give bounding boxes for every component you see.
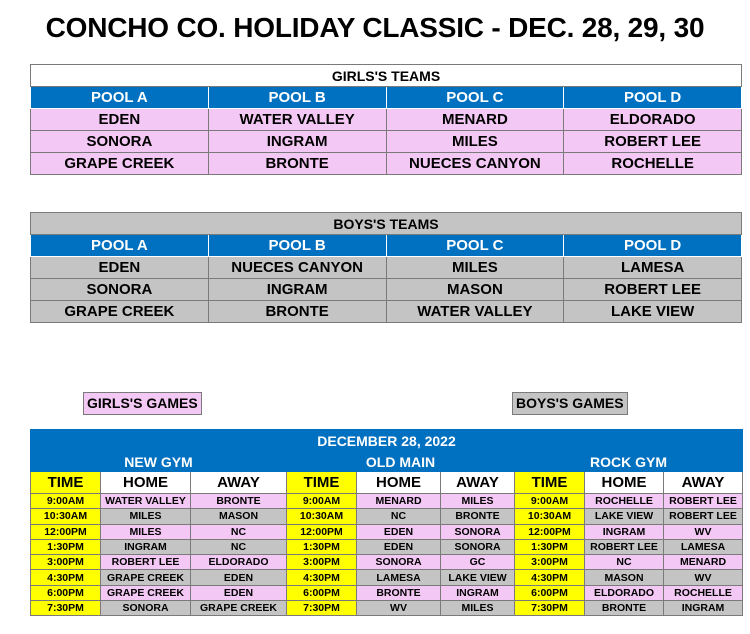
schedule-row [31, 585, 743, 600]
game-away-team: ROBERT LEE [664, 494, 743, 509]
time-column-header: TIME [515, 472, 585, 494]
gym-header-new-gym: NEW GYM [31, 452, 287, 472]
schedule-row [31, 570, 743, 585]
game-home-team: MILES [101, 524, 191, 539]
boys-team-cell: INGRAM [208, 279, 386, 301]
schedule-row [31, 601, 743, 616]
game-time: 10:30AM [31, 509, 101, 524]
game-away-team: MILES [441, 494, 515, 509]
game-time: 4:30PM [515, 570, 585, 585]
game-away-team: NC [191, 524, 287, 539]
boys-team-cell: MILES [386, 257, 564, 279]
girls-teams-table [30, 64, 742, 175]
game-home-team: MILES [101, 509, 191, 524]
game-away-team: ROCHELLE [664, 585, 743, 600]
girls-team-cell: NUECES CANYON [386, 153, 564, 175]
girls-team-cell: MENARD [386, 109, 564, 131]
game-away-team: WV [664, 570, 743, 585]
game-home-team: GRAPE CREEK [101, 585, 191, 600]
girls-pool-header: POOL C [386, 87, 564, 109]
schedule-table [30, 429, 743, 616]
game-away-team: INGRAM [441, 585, 515, 600]
boys-team-cell: LAKE VIEW [564, 301, 742, 323]
schedule-row [31, 555, 743, 570]
page-title: CONCHO CO. HOLIDAY CLASSIC - DEC. 28, 29, 30 [45, 12, 705, 43]
boys-pool-header: POOL C [386, 235, 564, 257]
game-time: 12:00PM [515, 524, 585, 539]
game-away-team: SONORA [441, 539, 515, 554]
schedule-date: DECEMBER 28, 2022 [31, 430, 743, 452]
game-home-team: BRONTE [357, 585, 441, 600]
girls-team-cell: WATER VALLEY [208, 109, 386, 131]
game-home-team: MASON [585, 570, 664, 585]
girls-team-cell: SONORA [31, 131, 209, 153]
girls-games-legend: GIRLS'S GAMES [83, 392, 202, 415]
game-home-team: NC [357, 509, 441, 524]
game-away-team: WV [664, 524, 743, 539]
girls-team-cell: ROBERT LEE [564, 131, 742, 153]
girls-team-cell: ROCHELLE [564, 153, 742, 175]
boys-team-cell: LAMESA [564, 257, 742, 279]
game-home-team: LAMESA [357, 570, 441, 585]
game-away-team: BRONTE [441, 509, 515, 524]
boys-teams-table [30, 212, 742, 323]
game-home-team: GRAPE CREEK [101, 570, 191, 585]
game-away-team: EDEN [191, 570, 287, 585]
game-away-team: ELDORADO [191, 555, 287, 570]
boys-pool-header: POOL A [31, 235, 209, 257]
game-home-team: NC [585, 555, 664, 570]
schedule-row [31, 539, 743, 554]
game-time: 1:30PM [31, 539, 101, 554]
girls-teams-caption: GIRLS'S TEAMS [31, 65, 742, 87]
game-home-team: BRONTE [585, 601, 664, 616]
game-time: 1:30PM [515, 539, 585, 554]
game-away-team: MASON [191, 509, 287, 524]
game-away-team: EDEN [191, 585, 287, 600]
game-home-team: MENARD [357, 494, 441, 509]
game-home-team: LAKE VIEW [585, 509, 664, 524]
game-time: 12:00PM [287, 524, 357, 539]
game-home-team: WATER VALLEY [101, 494, 191, 509]
girls-team-cell: BRONTE [208, 153, 386, 175]
away-column-header: AWAY [664, 472, 743, 494]
game-away-team: NC [191, 539, 287, 554]
game-time: 3:00PM [31, 555, 101, 570]
schedule-row [31, 494, 743, 509]
game-time: 6:00PM [515, 585, 585, 600]
game-home-team: SONORA [101, 601, 191, 616]
game-time: 9:00AM [515, 494, 585, 509]
game-away-team: LAKE VIEW [441, 570, 515, 585]
game-time: 7:30PM [287, 601, 357, 616]
girls-team-cell: EDEN [31, 109, 209, 131]
boys-team-cell: SONORA [31, 279, 209, 301]
game-away-team: INGRAM [664, 601, 743, 616]
game-home-team: INGRAM [585, 524, 664, 539]
game-time: 6:00PM [287, 585, 357, 600]
boys-team-cell: ROBERT LEE [564, 279, 742, 301]
girls-team-cell: INGRAM [208, 131, 386, 153]
game-home-team: ROBERT LEE [585, 539, 664, 554]
game-home-team: ELDORADO [585, 585, 664, 600]
game-time: 9:00AM [31, 494, 101, 509]
schedule-row [31, 509, 743, 524]
boys-teams-caption: BOYS'S TEAMS [31, 213, 742, 235]
boys-team-cell: WATER VALLEY [386, 301, 564, 323]
boys-games-legend: BOYS'S GAMES [512, 392, 628, 415]
girls-pool-header: POOL D [564, 87, 742, 109]
game-time: 7:30PM [31, 601, 101, 616]
boys-team-cell: NUECES CANYON [208, 257, 386, 279]
schedule-row [31, 524, 743, 539]
home-column-header: HOME [357, 472, 441, 494]
girls-pool-header: POOL B [208, 87, 386, 109]
time-column-header: TIME [31, 472, 101, 494]
game-away-team: LAMESA [664, 539, 743, 554]
time-column-header: TIME [287, 472, 357, 494]
away-column-header: AWAY [191, 472, 287, 494]
game-home-team: EDEN [357, 524, 441, 539]
game-away-team: MILES [441, 601, 515, 616]
game-time: 4:30PM [31, 570, 101, 585]
girls-team-cell: MILES [386, 131, 564, 153]
home-column-header: HOME [101, 472, 191, 494]
game-time: 3:00PM [287, 555, 357, 570]
game-time: 6:00PM [31, 585, 101, 600]
game-away-team: GRAPE CREEK [191, 601, 287, 616]
game-home-team: SONORA [357, 555, 441, 570]
game-home-team: INGRAM [101, 539, 191, 554]
game-home-team: ROBERT LEE [101, 555, 191, 570]
game-time: 10:30AM [515, 509, 585, 524]
game-away-team: ROBERT LEE [664, 509, 743, 524]
boys-pool-header: POOL B [208, 235, 386, 257]
boys-team-cell: GRAPE CREEK [31, 301, 209, 323]
game-time: 4:30PM [287, 570, 357, 585]
game-away-team: BRONTE [191, 494, 287, 509]
boys-team-cell: EDEN [31, 257, 209, 279]
home-column-header: HOME [585, 472, 664, 494]
game-time: 7:30PM [515, 601, 585, 616]
gym-header-rock-gym: ROCK GYM [515, 452, 743, 472]
game-home-team: WV [357, 601, 441, 616]
game-away-team: MENARD [664, 555, 743, 570]
away-column-header: AWAY [441, 472, 515, 494]
schedule-body [31, 494, 743, 616]
boys-pool-header: POOL D [564, 235, 742, 257]
girls-team-cell: ELDORADO [564, 109, 742, 131]
game-time: 1:30PM [287, 539, 357, 554]
game-time: 12:00PM [31, 524, 101, 539]
girls-team-cell: GRAPE CREEK [31, 153, 209, 175]
boys-team-cell: MASON [386, 279, 564, 301]
game-home-team: ROCHELLE [585, 494, 664, 509]
game-away-team: GC [441, 555, 515, 570]
boys-team-cell: BRONTE [208, 301, 386, 323]
game-time: 3:00PM [515, 555, 585, 570]
game-time: 9:00AM [287, 494, 357, 509]
gym-header-old-main: OLD MAIN [287, 452, 515, 472]
game-home-team: EDEN [357, 539, 441, 554]
game-away-team: SONORA [441, 524, 515, 539]
girls-pool-header: POOL A [31, 87, 209, 109]
game-time: 10:30AM [287, 509, 357, 524]
